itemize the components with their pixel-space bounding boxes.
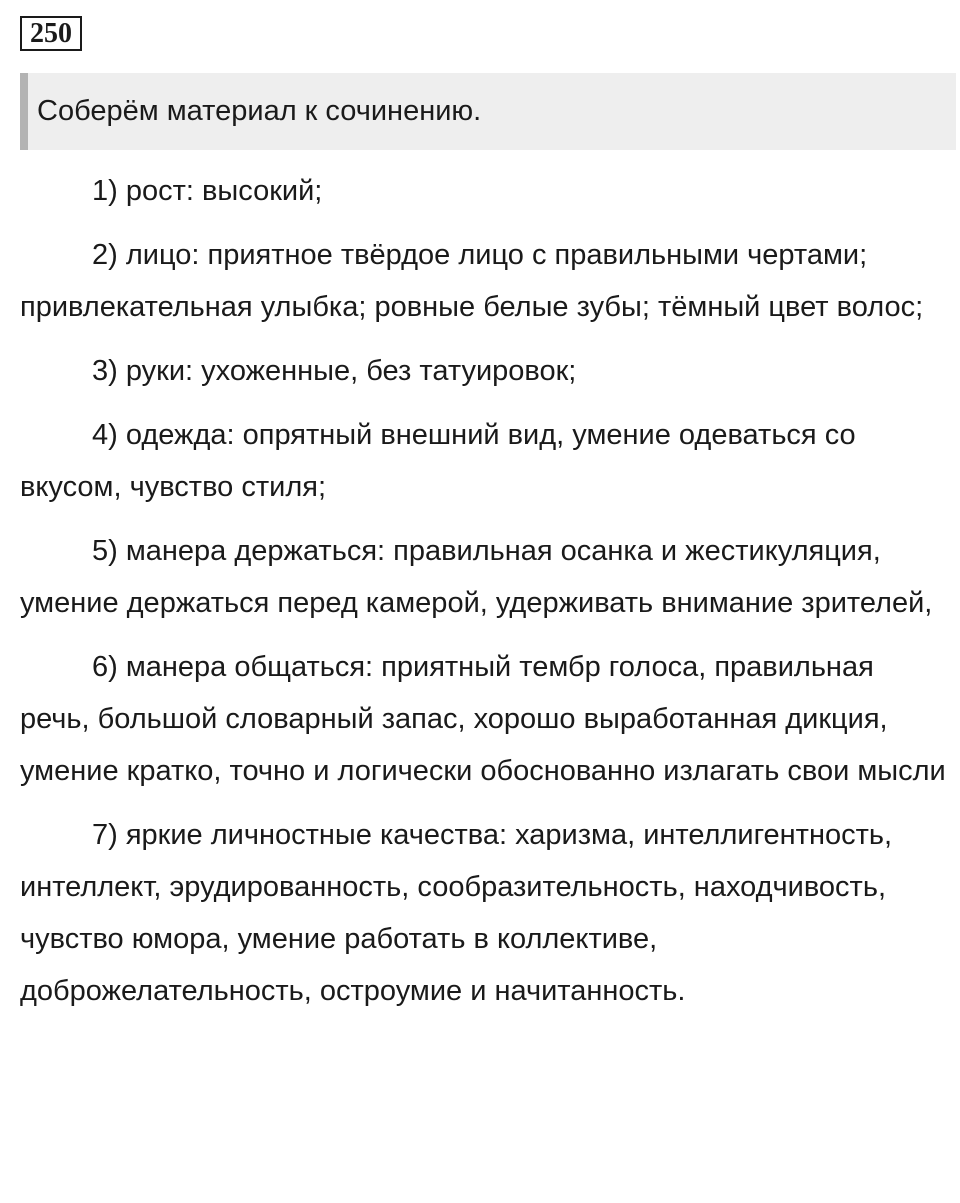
answer-item: 5) манера держаться: правильная осанка и жестикуляция, умение держаться перед камерой, удерживать внимание зрителей, [20,535,933,619]
exercise-number: 250 [30,18,72,49]
answer-item: 3) руки: ухоженные, без татуировок; [92,355,577,387]
answer-item: 1) рост: высокий; [92,175,323,207]
answer-item: 7) яркие личностные качества: харизма, интеллигентность, интеллект, эрудированность, сообразительность, находчивость, чувство юмора, умение работать в коллективе, доброжелательность, остроумие и начитанность. [20,819,893,1007]
answer-item: 2) лицо: приятное твёрдое лицо с правильными чертами; привлекательная улыбка; ровные белые зубы; тёмный цвет волос; [20,239,924,323]
answer-item: 4) одежда: опрятный внешний вид, умение одеваться со вкусом, чувство стиля; [20,419,856,503]
task-text: Соберём материал к сочинению. [37,95,482,127]
answer-item: 6) манера общаться: приятный тембр голоса, правильная речь, большой словарный запас, хорошо выработанная дикция, умение кратко, точно и логически обоснованно излагать свои мысли [20,651,946,787]
exercise-number-badge [20,16,82,51]
answer-list [20,165,950,1029]
task-banner [20,73,956,150]
